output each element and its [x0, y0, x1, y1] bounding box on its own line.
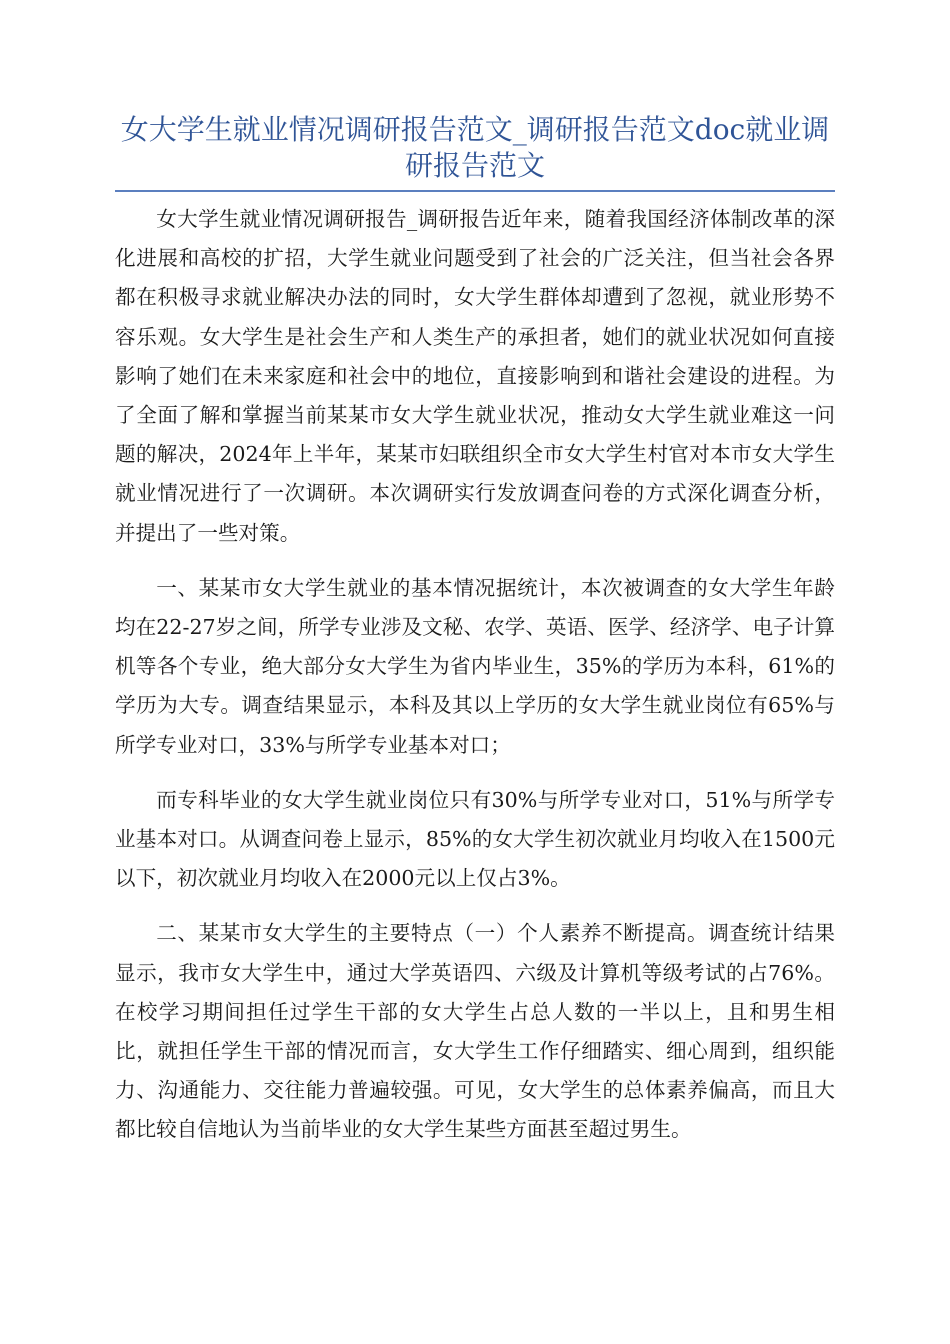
paragraph-vocational-graduates: 而专科毕业的女大学生就业岗位只有30%与所学专业对口，51%与所学专业基本对口。从调查问卷上显示，85%的女大学生初次就业月均收入在1500元以下，初次就业月均收入在2000元以上仅占3%。	[115, 787, 835, 891]
paragraph-main-features: 二、某某市女大学生的主要特点（一）个人素养不断提高。调查统计结果显示，我市女大学生中，通过大学英语四、六级及计算机等级考试的占76%。在校学习期间担任过学生干部的女大学生占总人数的一半以上，且和男生相比，就担任学生干部的情况而言，女大学生工作仔细踏实、细心周到，组织能力、沟通能力、交往能力普遍较强。可见，女大学生的总体素养偏高，而且大都比较自信地认为当前毕业的女大学生某些方面甚至超过男生。	[115, 921, 835, 1142]
paragraph-basic-situation: 一、某某市女大学生就业的基本情况据统计，本次被调查的女大学生年龄均在22-27岁之间，所学专业涉及文秘、农学、英语、医学、经济学、电子计算机等各个专业，绝大部分女大学生为省内毕业生，35%的学历为本科，61%的学历为大专。调查结果显示，本科及其以上学历的女大学生就业岗位有65%与所学专业对口，33%与所学专业基本对口；	[115, 575, 835, 757]
paragraph-intro: 女大学生就业情况调研报告_调研报告近年来，随着我国经济体制改革的深化进展和高校的扩招，大学生就业问题受到了社会的广泛关注，但当社会各界都在积极寻求就业解决办法的同时，女大学生群体却遭到了忽视，就业形势不容乐观。女大学生是社会生产和人类生产的承担者，她们的就业状况如何直接影响了她们在未来家庭和社会中的地位，直接影响到和谐社会建设的进程。为了全面了解和掌握当前某某市女大学生就业状况，推动女大学生就业难这一问题的解决，2024年上半年，某某市妇联组织全市女大学生村官对本市女大学生就业情况进行了一次调研。本次调研实行发放调查问卷的方式深化调查分析，并提出了一些对策。	[115, 207, 835, 545]
document-title: 女大学生就业情况调研报告范文_调研报告范文doc就业调研报告范文	[115, 112, 835, 192]
document-body	[115, 200, 835, 1166]
